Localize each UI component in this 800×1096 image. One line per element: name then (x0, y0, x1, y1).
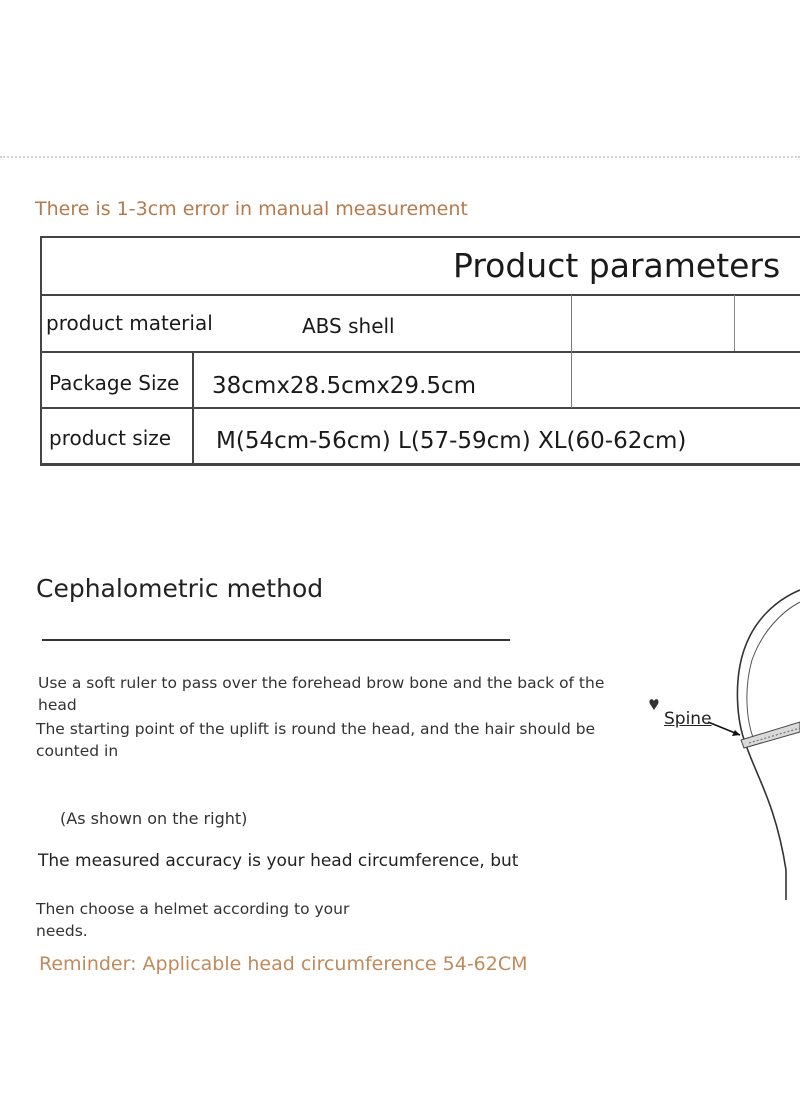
section-underline (42, 639, 510, 641)
instruction-paragraph: The measured accuracy is your head circumference, but (38, 851, 519, 871)
heart-marker-icon (649, 699, 658, 710)
row-value-product-size: M(54cm-56cm) L(57-59cm) XL(60-62cm) (216, 428, 687, 454)
figure-reference-note: (As shown on the right) (60, 809, 248, 828)
instruction-paragraph: The starting point of the uplift is round the head, and the hair should be counted in (36, 720, 596, 760)
row-label-package-size: Package Size (49, 371, 180, 395)
top-dotted-divider (0, 156, 800, 158)
table-label-column-divider (192, 352, 194, 464)
head-circumference-reminder: Reminder: Applicable head circumference 54-62CM (39, 953, 528, 975)
table-border-top (40, 236, 800, 238)
row-value-material: ABS shell (302, 314, 395, 338)
row-label-product-size: product size (49, 426, 172, 450)
table-row-divider (40, 351, 800, 353)
instruction-paragraph: Use a soft ruler to pass over the forehead brow bone and the back of the head (38, 674, 605, 714)
table-row-divider (40, 294, 800, 296)
spine-label: Spine (664, 709, 712, 729)
head-measurement-illustration (636, 570, 800, 930)
measurement-error-note: There is 1-3cm error in manual measurement (35, 198, 468, 220)
row-label-material: product material (46, 311, 213, 335)
row-value-package-size: 38cmx28.5cmx29.5cm (212, 373, 477, 399)
table-column-divider (734, 295, 735, 351)
table-row-divider (40, 407, 800, 409)
instruction-paragraph: Then choose a helmet according to your needs. (36, 900, 350, 940)
section-title: Cephalometric method (36, 574, 324, 603)
table-border-bottom (40, 463, 800, 466)
table-title: Product parameters (453, 246, 781, 285)
table-column-divider (571, 295, 572, 408)
product-parameters-table (40, 236, 800, 466)
head-inner-outline (747, 602, 800, 740)
